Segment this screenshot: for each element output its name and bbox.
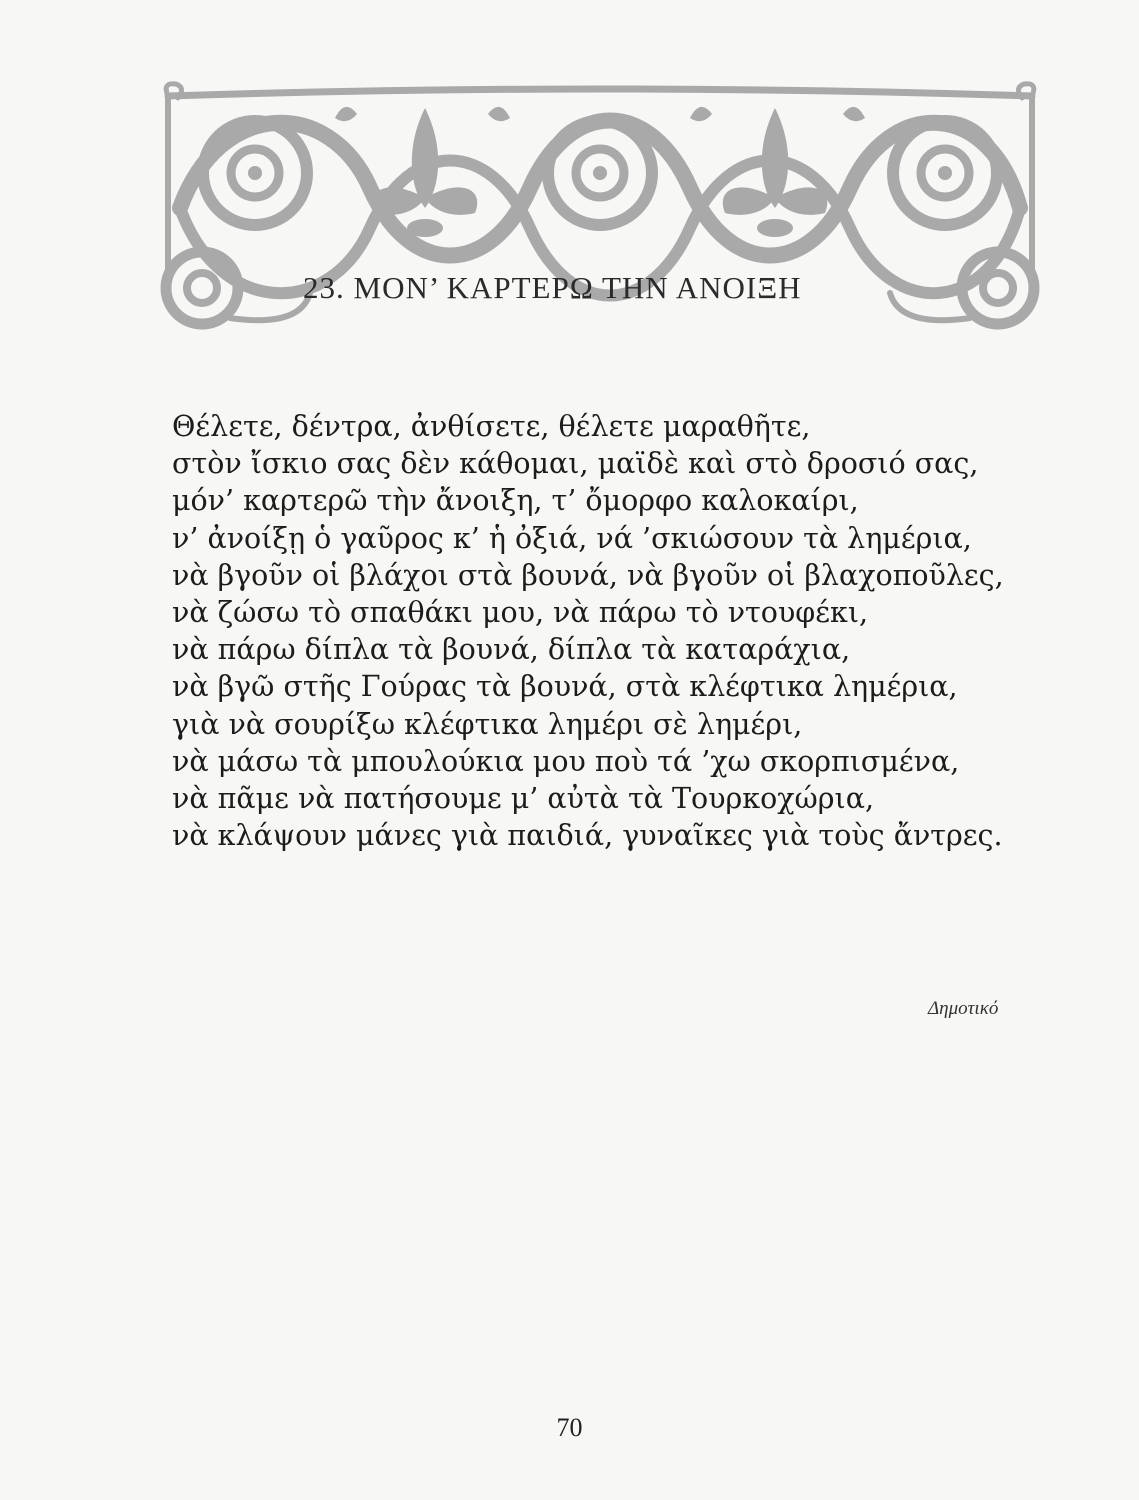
- poem-body: [172, 408, 1052, 854]
- poem-line: νὰ βγῶ στῆς Γούρας τὰ βουνά, στὰ κλέφτικα λημέρια,: [172, 670, 958, 704]
- page-number: 70: [556, 1413, 583, 1442]
- poem-line: μόν’ καρτερῶ τὴν ἄνοιξη, τ’ ὄμορφο καλοκαίρι,: [172, 484, 859, 518]
- poem-line: γιὰ νὰ σουρίξω κλέφτικα λημέρι σὲ λημέρι,: [172, 707, 803, 741]
- floral-arabesque-headpiece-icon: [160, 78, 1040, 368]
- poem-line: νὰ μάσω τὰ μπουλούκια μου ποὺ τά ’χω σκορπισμένα,: [172, 744, 960, 778]
- poem-line: στὸν ἴσκιο σας δὲν κάθομαι, μαϊδὲ καὶ στὸ δροσιό σας,: [172, 447, 979, 481]
- poem-line: νὰ κλάψουν μάνες γιὰ παιδιά, γυναῖκες γιὰ τοὺς ἄντρες.: [172, 819, 1003, 853]
- source-attribution: Δημοτικό: [928, 998, 999, 1019]
- poem-line: νὰ ζώσω τὸ σπαθάκι μου, νὰ πάρω τὸ ντουφέκι,: [172, 596, 869, 630]
- poem-line: Θέλετε, δέντρα, ἀνθίσετε, θέλετε μαραθῆτε,: [172, 410, 811, 443]
- page-title: 23. ΜΟΝ’ ΚΑΡΤΕΡΩ ΤΗΝ ΑΝΟΙΞΗ: [303, 270, 802, 305]
- poem-line: ν’ ἀνοίξῃ ὁ γαῦρος κ’ ἡ ὀξιά, νά ’σκιώσουν τὰ λημέρια,: [172, 521, 972, 555]
- poem-line: νὰ βγοῦν οἱ βλάχοι στὰ βουνά, νὰ βγοῦν οἱ βλαχοποῦλες,: [172, 558, 1004, 592]
- poem-line: νὰ πάρω δίπλα τὰ βουνά, δίπλα τὰ καταράχια,: [172, 633, 851, 667]
- poem-line: νὰ πᾶμε νὰ πατήσουμε μ’ αὐτὰ τὰ Τουρκοχώρια,: [172, 782, 875, 816]
